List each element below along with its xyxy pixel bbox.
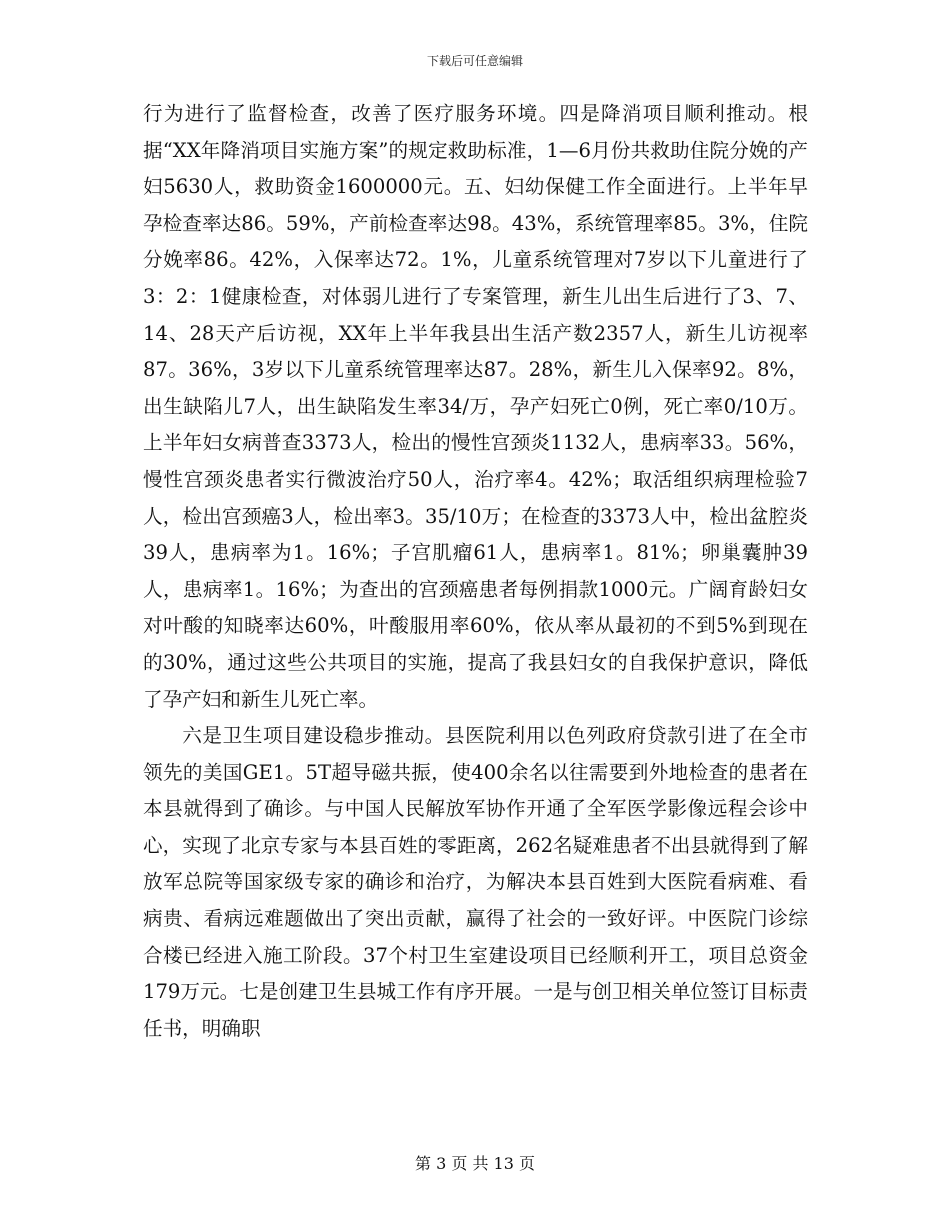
paragraph-health-projects: 六是卫生项目建设稳步推动。县医院利用以色列政府贷款引进了在全市领先的美国GE1。5T超导磁共振，使400余名以往需要到外地检查的患者在本县就得到了确诊。与中国人民解放军协作开通了全军医学影像远程会诊中心，实现了北京专家与本县百姓的零距离，262名疑难患者不出县就得到了解放军总院等国家级专家的确诊和治疗，为解决本县百姓到大医院看病难、看病贵、看病远难题做出了突出贡献，赢得了社会的一致好评。中医院门诊综合楼已经进入施工阶段。37个村卫生室建设项目已经顺利开工，项目总资金179万元。七是创建卫生县城工作有序开展。一是与创卫相关单位签订目标责任书，明确职: [143, 724, 808, 1040]
page-footer: 第 3 页 共 13 页: [415, 1154, 535, 1173]
paragraph-maternal-child-health: 行为进行了监督检查，改善了医疗服务环境。四是降消项目顺利推动。根据“XX年降消项目实施方案”的规定救助标准，1—6月份共救助住院分娩的产妇5630人，救助资金1600000元。五、妇幼保健工作全面进行。上半年早孕检查率达86。59%，产前检查率达98。43%，系统管理率85。3%，住院分娩率86。42%，入保率达72。1%，儿童系统管理对7岁以下儿童进行了3：2：1健康检查，对体弱儿进行了专案管理，新生儿出生后进行了3、7、14、28天产后访视，XX年上半年我县出生活产数2357人，新生儿访视率87。36%，3岁以下儿童系统管理率达87。28%，新生儿入保率92。8%，出生缺陷儿7人，出生缺陷发生率34/万，孕产妇死亡0例，死亡率0/10万。上半年妇女病普查3373人，检出的慢性宫颈炎1132人，患病率33。56%，慢性宫颈炎患者实行微波治疗50人，治疗率4。42%；取活组织病理检验7人，检出宫颈癌3人，检出率3。35/10万；在检查的3373人中，检出盆腔炎39人，患病率为1。16%；子宫肌瘤61人，患病率1。81%；卵巢囊肿39人，患病率1。16%；为查出的宫颈癌患者每例捐款1000元。广阔育龄妇女对叶酸的知晓率达60%，叶酸服用率60%，依从率从最初的不到5%到现在的30%，通过这些公共项目的实施，提高了我县妇女的自我保护意识，降低了孕产妇和新生儿死亡率。: [143, 102, 808, 711]
document-body: [143, 96, 808, 1047]
page-header: 下载后可任意编辑: [426, 54, 523, 68]
